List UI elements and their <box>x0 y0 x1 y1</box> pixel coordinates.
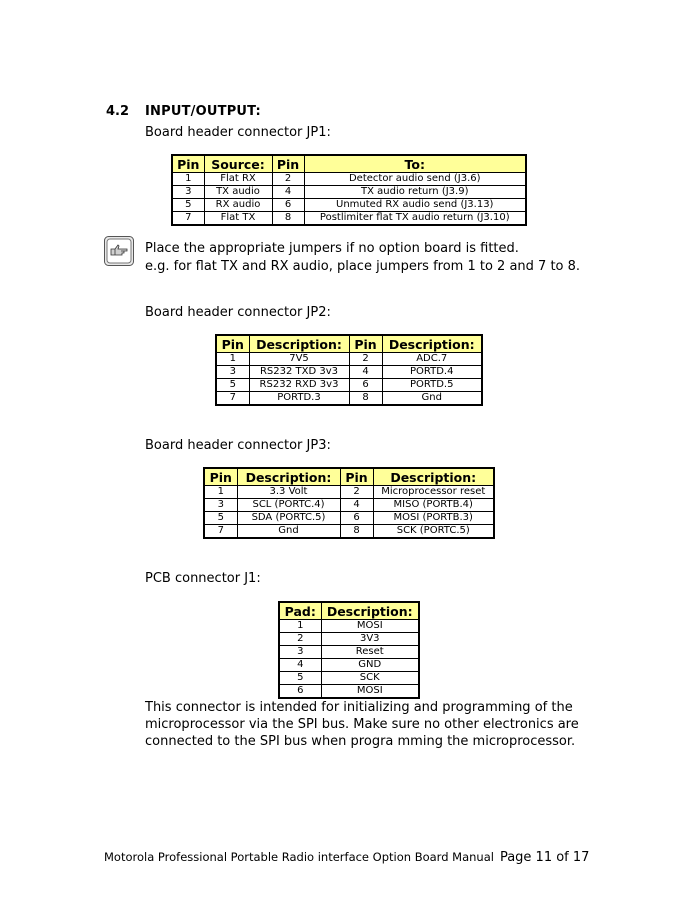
table-row <box>204 499 494 512</box>
table-header-cell: Description: <box>237 468 340 486</box>
section-number: 4.2 <box>106 104 130 119</box>
table-cell: RS232 TXD 3v3 <box>249 366 349 379</box>
table-cell: 7V5 <box>249 353 349 366</box>
table-header-cell: Pin <box>340 468 373 486</box>
table-header-cell: Pin <box>216 335 249 353</box>
table-row <box>172 199 526 212</box>
table-cell: MOSI <box>321 685 419 699</box>
table-cell: 3V3 <box>321 633 419 646</box>
table-cell: 3 <box>204 499 237 512</box>
note-line-2: e.g. for flat TX and RX audio, place jumpers from 1 to 2 and 7 to 8. <box>145 259 581 274</box>
table-cell: SDA (PORTC.5) <box>237 512 340 525</box>
footer-page-number: Page 11 of 17 <box>499 850 590 865</box>
jp2-caption: Board header connector JP2: <box>145 305 331 320</box>
table-cell: Unmuted RX audio send (J3.13) <box>304 199 526 212</box>
j1-paragraph-line-3: connected to the SPI bus when progra mming the microprocessor. <box>145 734 576 749</box>
table-row <box>172 173 526 186</box>
table-cell: 2 <box>279 633 321 646</box>
table-header-cell: To: <box>304 155 526 173</box>
table-header-cell: Description: <box>373 468 494 486</box>
table-cell: 3 <box>279 646 321 659</box>
table-header-row <box>216 335 482 353</box>
table-header-cell: Source: <box>204 155 272 173</box>
table-cell: Postlimiter flat TX audio return (J3.10) <box>304 212 526 226</box>
table-cell: 4 <box>279 659 321 672</box>
table-row <box>172 212 526 226</box>
table-header-cell: Pin <box>349 335 382 353</box>
table-header-row <box>172 155 526 173</box>
table-header-cell: Description: <box>321 602 419 620</box>
table-row <box>216 379 482 392</box>
j1-table <box>278 601 420 699</box>
table-cell: 7 <box>216 392 249 406</box>
table-cell: PORTD.3 <box>249 392 349 406</box>
table-cell: 3.3 Volt <box>237 486 340 499</box>
table-cell: ADC.7 <box>382 353 482 366</box>
table-cell: 8 <box>340 525 373 539</box>
table-cell: MOSI <box>321 620 419 633</box>
table-row <box>216 366 482 379</box>
table-row <box>172 186 526 199</box>
table-row <box>279 685 419 699</box>
table-cell: 7 <box>172 212 204 226</box>
section-title: INPUT/OUTPUT: <box>145 104 261 119</box>
table-row <box>279 646 419 659</box>
table-row <box>279 672 419 685</box>
j1-paragraph-line-1: This connector is intended for initializing and programming of the <box>145 700 573 715</box>
table-cell: RS232 RXD 3v3 <box>249 379 349 392</box>
table-header-row <box>279 602 419 620</box>
table-cell: SCL (PORTC.4) <box>237 499 340 512</box>
table-header-cell: Pin <box>172 155 204 173</box>
table-cell: PORTD.4 <box>382 366 482 379</box>
table-header-cell: Pin <box>204 468 237 486</box>
note-line-1: Place the appropriate jumpers if no option board is fitted. <box>145 241 519 256</box>
jp3-caption: Board header connector JP3: <box>145 438 331 453</box>
jp1-table <box>171 154 527 226</box>
table-row <box>216 392 482 406</box>
page-footer <box>104 850 589 865</box>
table-cell: TX audio <box>204 186 272 199</box>
table-cell: 6 <box>279 685 321 699</box>
table-cell: Flat RX <box>204 173 272 186</box>
table-cell: 5 <box>216 379 249 392</box>
table-header-cell: Pad: <box>279 602 321 620</box>
table-cell: Gnd <box>237 525 340 539</box>
table-cell: 8 <box>272 212 304 226</box>
table-cell: 4 <box>349 366 382 379</box>
j1-caption: PCB connector J1: <box>145 571 261 586</box>
table-cell: Detector audio send (J3.6) <box>304 173 526 186</box>
table-row <box>279 633 419 646</box>
jp3-table <box>203 467 495 539</box>
table-cell: 6 <box>272 199 304 212</box>
table-cell: 6 <box>340 512 373 525</box>
table-row <box>204 486 494 499</box>
table-cell: 5 <box>279 672 321 685</box>
j1-paragraph-line-2: microprocessor via the SPI bus. Make sure no other electronics are <box>145 717 579 732</box>
table-row <box>216 353 482 366</box>
table-header-row <box>204 468 494 486</box>
table-row <box>279 620 419 633</box>
table-row <box>204 525 494 539</box>
jp1-caption: Board header connector JP1: <box>145 125 331 140</box>
table-cell: 3 <box>216 366 249 379</box>
table-cell: 2 <box>340 486 373 499</box>
table-cell: 3 <box>172 186 204 199</box>
table-cell: Reset <box>321 646 419 659</box>
table-cell: Flat TX <box>204 212 272 226</box>
table-cell: Microprocessor reset <box>373 486 494 499</box>
table-row <box>204 512 494 525</box>
table-cell: 8 <box>349 392 382 406</box>
table-cell: 2 <box>272 173 304 186</box>
table-cell: MOSI (PORTB.3) <box>373 512 494 525</box>
footer-title: Motorola Professional Portable Radio interface Option Board Manual <box>104 850 494 864</box>
table-cell: 4 <box>272 186 304 199</box>
table-cell: GND <box>321 659 419 672</box>
pointing-hand-icon <box>104 236 134 266</box>
table-header-cell: Description: <box>249 335 349 353</box>
table-cell: 1 <box>204 486 237 499</box>
table-cell: 6 <box>349 379 382 392</box>
table-cell: 2 <box>349 353 382 366</box>
table-cell: SCK <box>321 672 419 685</box>
table-cell: 7 <box>204 525 237 539</box>
table-cell: 5 <box>204 512 237 525</box>
table-cell: PORTD.5 <box>382 379 482 392</box>
table-header-cell: Pin <box>272 155 304 173</box>
table-cell: 5 <box>172 199 204 212</box>
table-cell: 1 <box>216 353 249 366</box>
table-cell: 1 <box>279 620 321 633</box>
table-cell: Gnd <box>382 392 482 406</box>
table-cell: MISO (PORTB.4) <box>373 499 494 512</box>
jp2-table <box>215 334 483 406</box>
table-cell: RX audio <box>204 199 272 212</box>
table-cell: 1 <box>172 173 204 186</box>
table-cell: SCK (PORTC.5) <box>373 525 494 539</box>
table-cell: 4 <box>340 499 373 512</box>
table-cell: TX audio return (J3.9) <box>304 186 526 199</box>
table-row <box>279 659 419 672</box>
table-header-cell: Description: <box>382 335 482 353</box>
